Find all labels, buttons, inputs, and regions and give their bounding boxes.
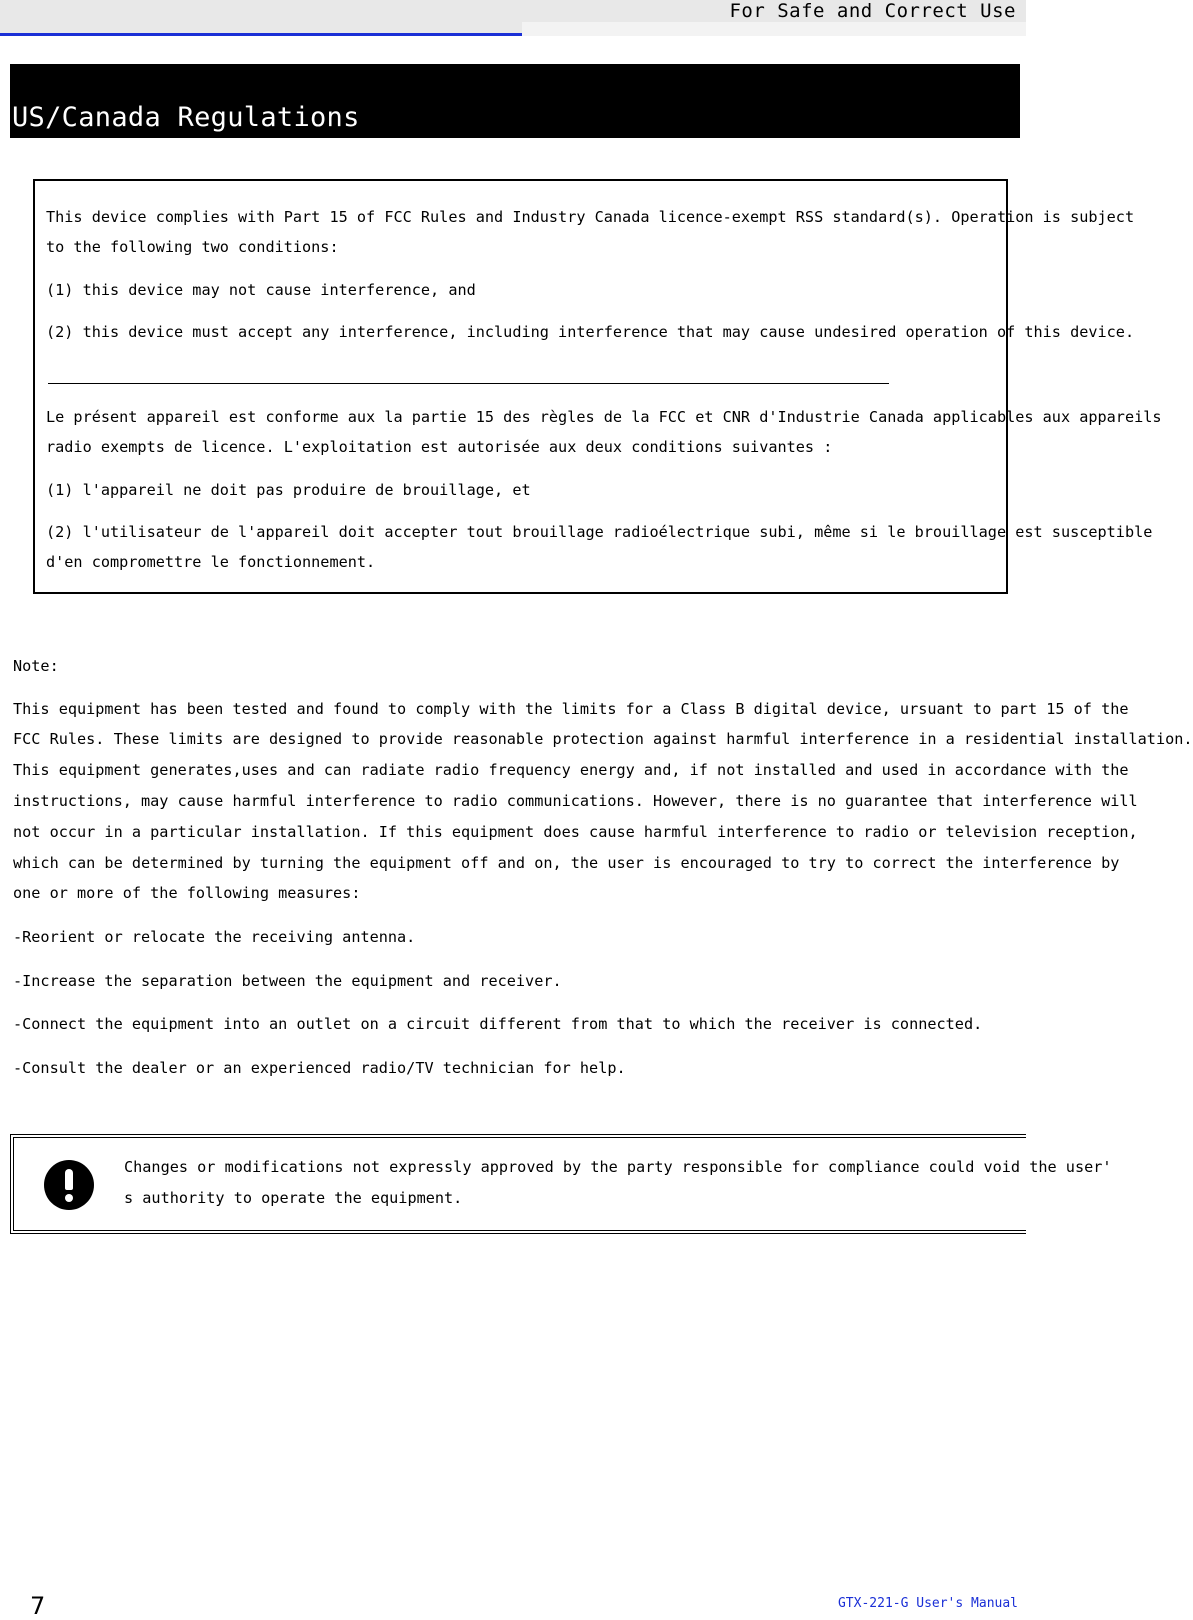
header-tab-shade	[522, 22, 1026, 36]
exclamation-icon	[44, 1160, 94, 1210]
page-header	[0, 0, 1026, 36]
section-title-bar	[10, 64, 1020, 138]
regulation-en-intro-line: to the following two conditions:	[46, 238, 339, 256]
header-title: For Safe and Correct Use	[729, 0, 1016, 22]
regulation-en-condition-2: (2) this device must accept any interference, including interference that may cause undesired operation of this device.	[46, 323, 1135, 341]
page-number: 7	[30, 1592, 46, 1620]
manual-title: GTX-221-G User's Manual	[837, 1596, 1018, 1611]
note-body-line: instructions, may cause harmful interference to radio communications. However, there is no guarantee that interference will	[13, 792, 1138, 810]
measure-item: -Increase the separation between the equipment and receiver.	[13, 972, 562, 990]
note-heading: Note:	[13, 657, 59, 675]
regulation-en-condition-1: (1) this device may not cause interference, and	[46, 281, 476, 299]
note-body-line: which can be determined by turning the equipment off and on, the user is encouraged to try to correct the interference by	[13, 854, 1120, 872]
measure-item: -Reorient or relocate the receiving antenna.	[13, 928, 416, 946]
note-body-line: one or more of the following measures:	[13, 884, 361, 902]
regulation-en-intro-line: This device complies with Part 15 of FCC Rules and Industry Canada licence-exempt RSS standard(s). Operation is subject	[46, 208, 1135, 226]
note-body-line: This equipment has been tested and found to comply with the limits for a Class B digital device, ursuant to part 15 of the	[13, 700, 1129, 718]
measure-item: -Connect the equipment into an outlet on a circuit different from that to which the receiver is connected.	[13, 1015, 983, 1033]
regulation-box	[33, 179, 1162, 594]
section-title: US/Canada Regulations	[12, 102, 360, 133]
language-divider	[48, 383, 889, 384]
measure-item: -Consult the dealer or an experienced radio/TV technician for help.	[13, 1059, 626, 1077]
regulation-fr-condition-1: (1) l'appareil ne doit pas produire de brouillage, et	[46, 481, 531, 499]
note-body-line: FCC Rules. These limits are designed to provide reasonable protection against harmful interference in a residential installation.	[13, 730, 1193, 748]
regulation-fr-intro-line: Le présent appareil est conforme aux la partie 15 des règles de la FCC et CNR d'Industrie Canada applicables aux appareils	[46, 408, 1162, 426]
regulation-fr-intro-line: radio exempts de licence. L'exploitation est autorisée aux deux conditions suivantes :	[46, 438, 833, 456]
regulation-fr-condition-2: (2) l'utilisateur de l'appareil doit accepter tout brouillage radioélectrique subi, même si le brouillage est susceptible	[46, 523, 1153, 541]
caution-box	[10, 1134, 1112, 1234]
note-body-line: not occur in a particular installation. If this equipment does cause harmful interference to radio or television reception,	[13, 823, 1138, 841]
regulation-fr-condition-2: d'en compromettre le fonctionnement.	[46, 553, 376, 571]
note-body-line: This equipment generates,uses and can radiate radio frequency energy and, if not installed and used in accordance with the	[13, 761, 1129, 779]
caution-text-line: s authority to operate the equipment.	[124, 1189, 463, 1207]
caution-text-line: Changes or modifications not expressly approved by the party responsible for compliance could void the user'	[124, 1158, 1112, 1176]
